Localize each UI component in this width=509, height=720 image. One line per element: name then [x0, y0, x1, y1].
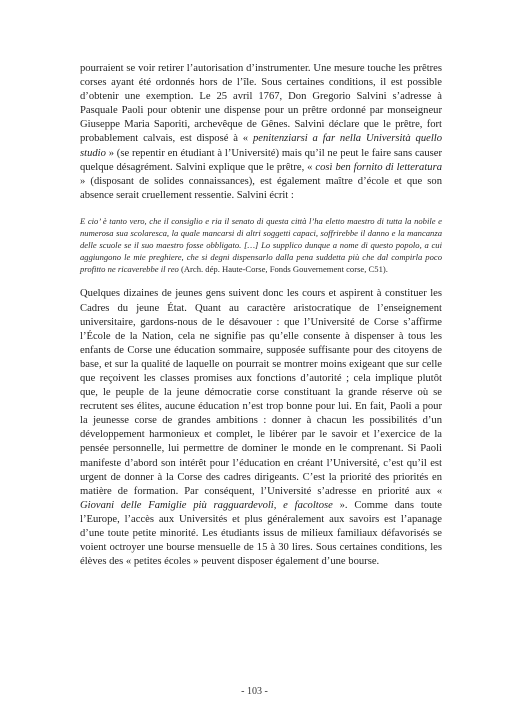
paragraph-main-text-b: ». Comme dans toute l’Europe, l’accès aux Universités et plus généralement aux savoirs est l’apanage d’une toute petite minorité. Les étudiants issus de milieux familiaux défavorisés se voient octroyer une bourse mensuelle de 15 à 30 lires. Sous certaines conditions, les élèves des « petites écoles » peuvent disposer également d’une bourse. — [80, 499, 442, 568]
italic-phrase-penitenziarsi: penitenziarsi a far nella Università quello studio — [80, 133, 442, 159]
paragraph-intro-text-c: » (disposant de solides connaissances), est également maître d’école et que son absence serait cruellement ressentie. Salvini écrit : — [80, 175, 442, 201]
paragraph-intro — [80, 62, 442, 203]
paragraph-main — [80, 287, 442, 569]
italic-phrase-letteratura: così ben fornito di letteratura — [315, 161, 442, 173]
italic-phrase-giovani: Giovani delle Famiglie più ragguardevoli, e facoltose — [80, 499, 333, 511]
page-number: - 103 - — [241, 686, 268, 697]
quote-reference: (Arch. dép. Haute-Corse, Fonds Gouvernement corse, C51). — [178, 264, 388, 275]
paragraph-intro-text-b: » (se repentir en étudiant à l’Université) mais qu’il ne peut le faire sans causer quelque désagrément. Salvini explique que le prêtre, « — [80, 147, 442, 173]
paragraph-intro-text-a: pourraient se voir retirer l’autorisation d’instrumenter. Une mesure touche les prêtres corses ayant été ordonnés hors de l’île. Sous certaines conditions, il est possible d’obtenir une exemption. Le 25 avril 1767, Don Gregorio Salvini s’adresse à Pasquale Paoli pour obtenir une dispense pour un prêtre ordonné par monseigneur Giuseppe Maria Saporiti, archevêque de Gênes. Salvini déclare que le prêtre, fort probablement calvais, est disposé à « — [80, 63, 442, 145]
page-body — [80, 62, 442, 569]
block-quote — [80, 215, 442, 275]
paragraph-main-text-a: Quelques dizaines de jeunes gens suivent donc les cours et aspirent à constituer les Cadres du jeune État. Quant au caractère aristocratique de l’enseignement universitaire, gardons-nous de le désavouer : que l’Université de Corse s’affirme l’École de la Nation, cela ne signifie pas qu’elle consente à dispenser à tous les enfants de Corse une éducation sommaire, supposée suffisante pour des citoyens de base, et sur la qualité de laquelle on pourrait se montrer moins exigeant que sur celle que reçoivent les classes promises aux fonctions d’autorité ; cela implique plutôt que, le peuple de la jeune démocratie corse constituant la grande réserve où se recrutent ses élites, aucune éducation n’est trop bonne pour lui. En fait, Paoli a pour la jeunesse corse de grandes ambitions : donner à chacun les possibilités d’un développement harmonieux et complet, le libérer par le savoir et l’exercice de la pensée personnelle, lui permettre de dominer le monde en le comprenant. Si Paoli manifeste d’abord son intérêt pour l’éducation en créant l’Université, c’est qu’il est urgent de donner à la Corse des cadres dirigeants. C’est la priorité des priorités en matière de formation. Par conséquent, l’Université s’adresse en priorité aux « — [80, 288, 442, 497]
quote-text: E cio’ è tanto vero, che il consiglio e ria il senato di questa città l’ha eletto maestro di tutta la nobile e numerosa sua scolaresca, la quale mancarsi di altri soggetti capaci, soffrirebbe il danno e la mancanza delle scuole se il suo maestro fosse obbligato. […] Lo supplico dunque a nome di questo popolo, a cui aggiungono le mie preghiere, che si degni dispensarlo dalla pena suddetta più che dal compirla poco profitto ne ricaverebbe il reo — [80, 215, 442, 275]
